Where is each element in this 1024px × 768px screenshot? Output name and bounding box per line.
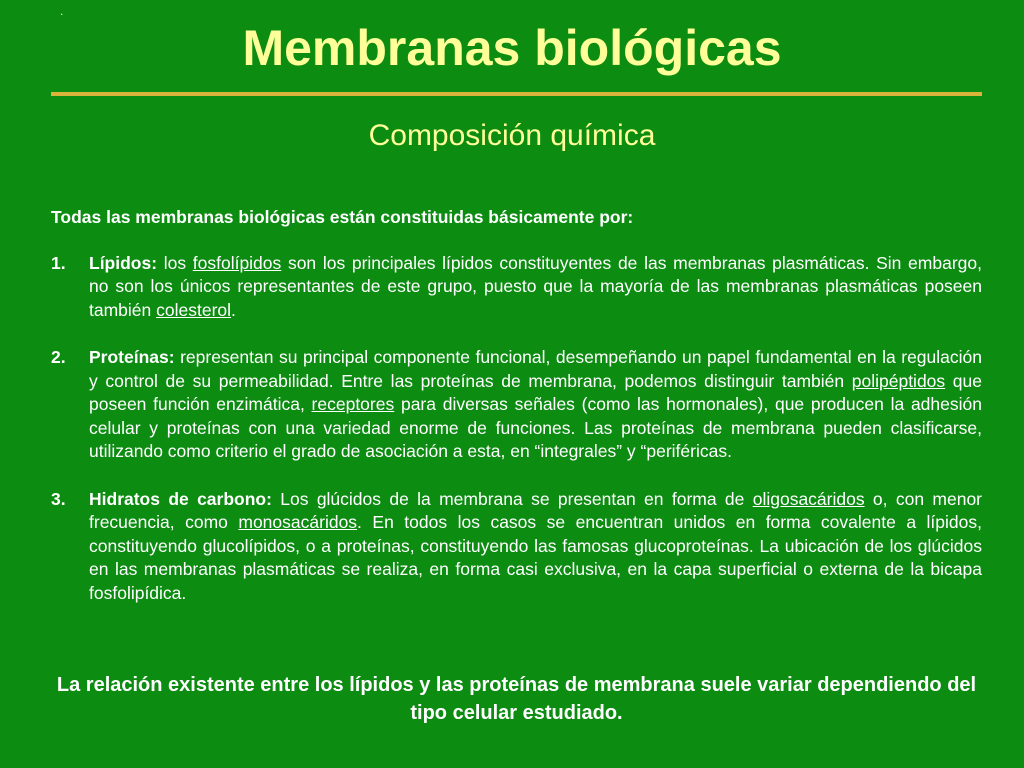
closing-statement: La relación existente entre los lípidos y las proteínas de membrana suele variar dependiendo del tipo celular estudiado. bbox=[56, 674, 977, 724]
item-text-part: representan su principal componente funcional, desempeñando un papel fundamental en la regulación y control de su permeabilidad. Entre las proteínas de membrana, podemos distinguir también bbox=[89, 347, 982, 391]
slide-subtitle: Composición química bbox=[368, 119, 656, 152]
link-oligosacaridos[interactable]: oligosacáridos bbox=[752, 488, 865, 509]
corner-dot: . bbox=[60, 4, 64, 18]
item-text-part: para diversas señales (como las hormonales), que producen la adhesión celular y proteínas con una variedad enorme de funciones. Las proteínas de membrana pueden clasificarse, utilizando como criterio el grado de asociación a esta, en “integrales” y “periféricas. bbox=[89, 394, 982, 461]
link-monosacaridos[interactable]: monosacáridos bbox=[238, 512, 358, 532]
link-colesterol[interactable]: colesterol bbox=[156, 299, 232, 320]
list-item-hidratos bbox=[51, 488, 982, 606]
item-number: 1. bbox=[51, 252, 66, 273]
item-text bbox=[89, 346, 982, 464]
item-text-part: Los glúcidos de la membrana se presentan en forma de bbox=[271, 488, 753, 509]
list-item-proteinas bbox=[51, 346, 982, 464]
item-number: 3. bbox=[51, 488, 66, 509]
item-text bbox=[89, 252, 982, 323]
item-text-part: los bbox=[157, 252, 193, 273]
title-divider bbox=[51, 92, 982, 96]
intro-text: Todas las membranas biológicas están constituidas básicamente por: bbox=[51, 207, 634, 227]
item-label: Proteínas: bbox=[89, 347, 175, 367]
item-text bbox=[89, 488, 982, 606]
link-fosfolipidos[interactable]: fosfolípidos bbox=[192, 252, 282, 273]
item-label: Hidratos de carbono: bbox=[89, 488, 272, 509]
item-number: 2. bbox=[51, 347, 66, 367]
list-item-lipidos bbox=[51, 252, 982, 323]
link-receptores[interactable]: receptores bbox=[311, 394, 395, 414]
item-text-part: . En todos los casos se encuentran unidos en forma covalente a lípidos, constituyendo glucolípidos, o a proteínas, constituyendo las famosas glucoproteínas. La ubicación de los glúcidos en las membranas plasmáticas se realiza, en forma casi exclusiva, en la capa superficial o externa de la bicapa fosfolipídica. bbox=[89, 512, 982, 603]
content-body bbox=[51, 206, 982, 629]
item-label: Lípidos: bbox=[89, 252, 158, 273]
slide-title: Membranas biológicas bbox=[242, 20, 782, 76]
link-polipeptidos[interactable]: polipéptidos bbox=[851, 370, 946, 391]
item-text-part: que poseen función enzimática, bbox=[89, 370, 982, 414]
item-text-part: son los principales lípidos constituyentes de las membranas plasmáticas. Sin embargo, no son los únicos representantes de este grupo, puesto que la mayoría de las membranas plasmáticas poseen también bbox=[89, 252, 982, 320]
item-text-part: . bbox=[231, 299, 236, 320]
item-text-part: o, con menor frecuencia, como bbox=[89, 488, 982, 532]
